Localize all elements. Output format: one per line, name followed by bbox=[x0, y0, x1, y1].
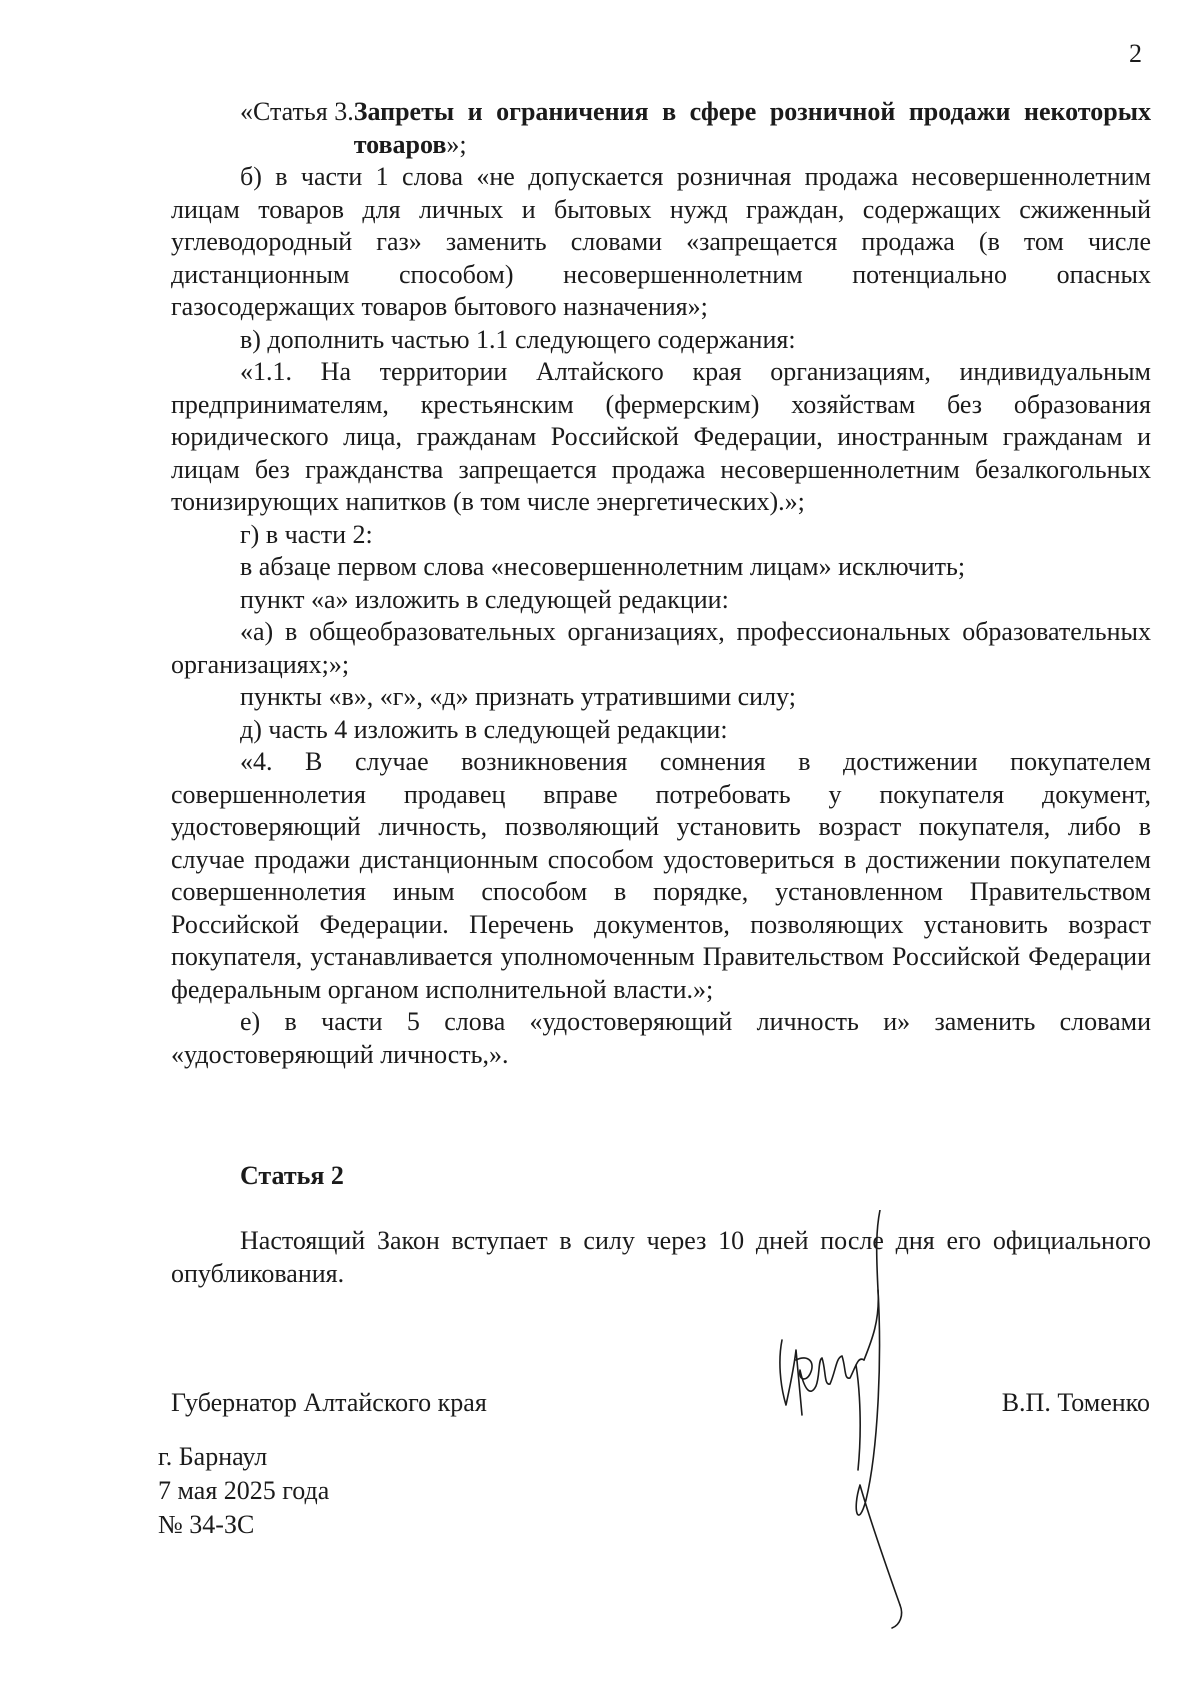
article-3-title: Запреты и ограничения в сфере розничной продажи некоторых товаров»; bbox=[353, 97, 1151, 159]
paragraph-punkty: пункты «в», «г», «д» признать утратившими силу; bbox=[240, 682, 796, 711]
signatory-position: Губернатор Алтайского края bbox=[171, 1388, 487, 1417]
paragraph-b: б) в части 1 слова «не допускается розничная продажа несовершеннолетним лицам товаров для личных и бытовых нужд граждан, содержащих сжиженный углеводородный газ» заменить словами «запрещается продажа (в том числе дистанционным способом) несовершеннолетним потенциально опасных газосодержащих товаров бытового назначения»; bbox=[171, 162, 1151, 321]
law-number: № 34-ЗС bbox=[158, 1510, 255, 1539]
article-3-label: «Статья 3. bbox=[240, 97, 354, 126]
signatory-name: В.П. Томенко bbox=[1001, 1388, 1150, 1417]
article-1-continuation bbox=[171, 96, 1151, 1071]
paragraph-1-1: «1.1. На территории Алтайского края организациям, индивидуальным предпринимателям, крестьянским (фермерским) хозяйствам без образования юридического лица, гражданам Российской Федерации, иностранным гражданам и лицам без гражданства запрещается продажа несовершеннолетним безалкогольных тонизирующих напитков (в том числе энергетических).»; bbox=[171, 357, 1151, 516]
handwritten-signature-icon bbox=[760, 1210, 950, 1630]
date: 7 мая 2025 года bbox=[158, 1476, 330, 1505]
article-2-text: Настоящий Закон вступает в силу через 10 дней после дня его официального опубликования. bbox=[171, 1226, 1151, 1288]
paragraph-4-text: «4. В случае возникновения сомнения в достижении покупателем совершеннолетия продавец вправе потребовать у покупателя документ, удостоверяющий личность, позволяющий установить возраст покупателя, либо в случае продажи дистанционным способом удостовериться в достижении покупателем совершеннолетия иным способом в порядке, установленном Правительством Российской Федерации. Перечень документов, позволяющих установить возраст покупателя, устанавливается уполномоченным Правительством Российской Федерации федеральным органом исполнительной власти.»; bbox=[171, 747, 1151, 1004]
paragraph-e: е) в части 5 слова «удостоверяющий личность и» заменить словами «удостоверяющий личность,». bbox=[171, 1007, 1151, 1069]
paragraph-a-text: «а) в общеобразовательных организациях, профессиональных образовательных организациях;»; bbox=[171, 617, 1151, 679]
page-number: 2 bbox=[1129, 39, 1142, 68]
place-date-number bbox=[158, 1440, 329, 1542]
article-3-heading bbox=[171, 96, 1151, 161]
article-2-title: Статья 2 bbox=[240, 1161, 344, 1190]
paragraph-g-abzac: в абзаце первом слова «несовершеннолетним лицам» исключить; bbox=[240, 552, 966, 581]
city: г. Барнаул bbox=[158, 1442, 268, 1471]
paragraph-g: г) в части 2: bbox=[240, 519, 373, 549]
paragraph-g-punkt-a: пункт «а» изложить в следующей редакции: bbox=[240, 584, 729, 614]
paragraph-v: в) дополнить частью 1.1 следующего содержания: bbox=[240, 324, 796, 354]
paragraph-d: д) часть 4 изложить в следующей редакции: bbox=[240, 714, 728, 744]
